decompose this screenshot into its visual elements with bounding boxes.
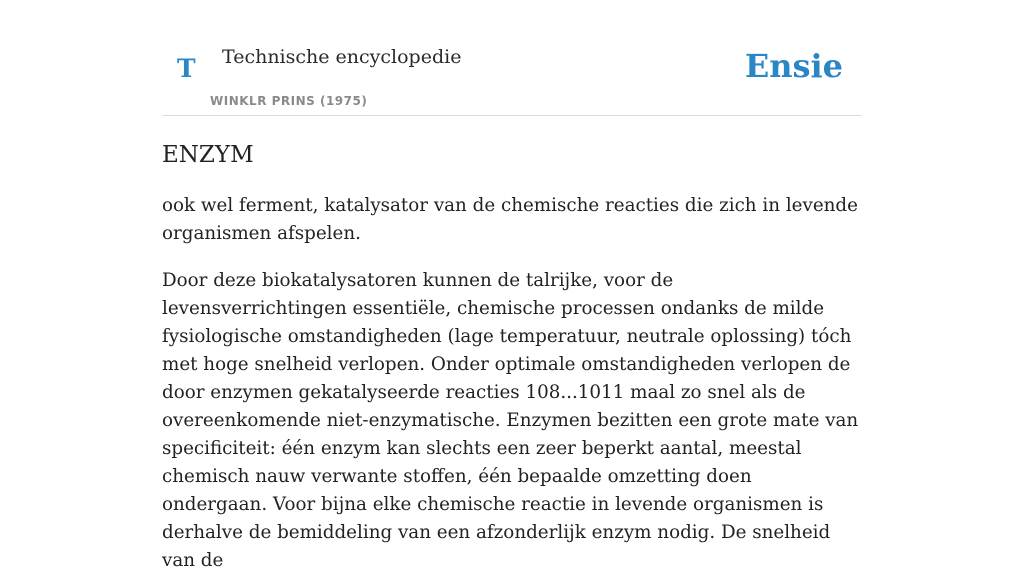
source-subtitle: WINKLR PRINS (1975) xyxy=(210,94,368,108)
article-headword: ENZYM xyxy=(162,142,254,168)
source-title[interactable]: Technische encyclopedie xyxy=(222,46,462,68)
source-header xyxy=(162,0,862,116)
ensie-logo[interactable]: Ensie xyxy=(744,47,843,85)
article xyxy=(162,140,862,575)
source-logo: T xyxy=(177,54,196,83)
article-paragraph: ook wel ferment, katalysator van de chemische reacties die zich in levende organismen afspelen. xyxy=(162,195,858,244)
article-paragraph: Door deze biokatalysatoren kunnen de talrijke, voor de levensverrichtingen essentiële, chemische processen ondanks de milde fysiologische omstandigheden (lage temperatuur, neutrale oplossing) tóch met hoge snelheid verlopen. Onder optimale omstandigheden verlopen de door enzymen gekatalyseerde reacties 108...1011 maal zo snel als de overeenkomende niet-enzymatische. Enzymen bezitten een grote mate van specificiteit: één enzym kan slechts een zeer beperkt aantal, meestal chemisch nauw verwante stoffen, één bepaalde omzetting doen ondergaan. Voor bijna elke chemische reactie in levende organismen is derhalve de bemiddeling van een afzonderlijk enzym nodig. De snelheid van de xyxy=(162,270,859,571)
